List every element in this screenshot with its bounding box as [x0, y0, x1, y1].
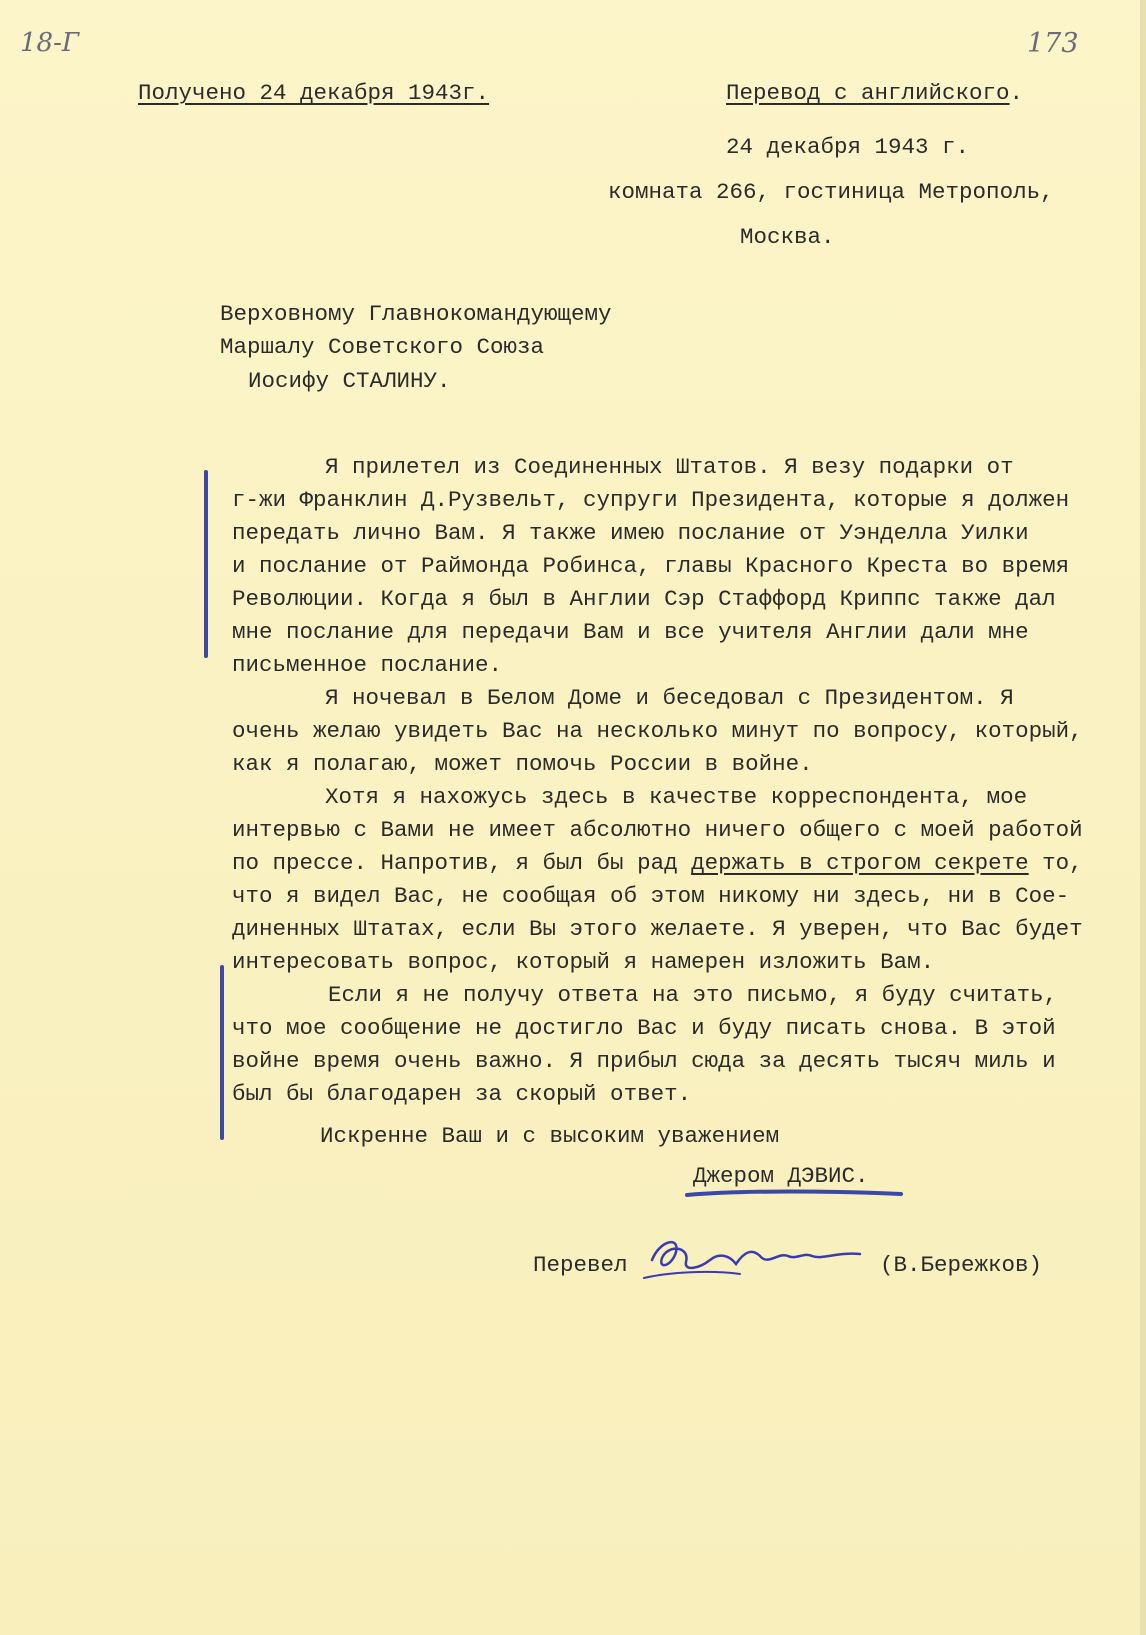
paragraph-2-line-2: очень желаю увидеть Вас на несколько минут по вопросу, который, [232, 718, 1083, 744]
address-line-1: комната 266, гостиница Метрополь, [608, 179, 1054, 205]
paragraph-3-line-3-start: по прессе. Напротив, я был бы рад [232, 850, 692, 876]
signer-name: Джером ДЭВИС. [693, 1163, 869, 1189]
paragraph-1-line-2: г-жи Франклин Д.Рузвельт, супруги Президента, которые я должен [232, 487, 1070, 513]
paragraph-2-line-3: как я полагаю, может помочь России в войне. [232, 751, 813, 777]
paragraph-2-line-1: Я ночевал в Белом Доме и беседовал с Президентом. Я [325, 685, 1014, 711]
paragraph-3-line-3-end: то, [1028, 850, 1083, 876]
translator-name: (В.Бережков) [880, 1252, 1043, 1278]
address-line-2: Москва. [740, 224, 835, 250]
paragraph-3-line-3 [232, 852, 1083, 875]
paragraph-4-line-4: был бы благодарен за скорый ответ. [232, 1081, 692, 1107]
paragraph-4-line-3: войне время очень важно. Я прибыл сюда за десять тысяч миль и [232, 1048, 1056, 1074]
closing-salutation: Искренне Ваш и с высоким уважением [320, 1123, 780, 1149]
paragraph-3-line-2: интервью с Вами не имеет абсолютно ничего общего с моей работой [232, 817, 1083, 843]
translation-note-text: Перевод с английского [726, 80, 1010, 106]
paragraph-3-line-1: Хотя я нахожусь здесь в качестве корреспондента, мое [325, 784, 1028, 810]
margin-pencil-mark-upper [204, 470, 208, 658]
paragraph-3-line-4: что я видел Вас, не сообщая об этом никому ни здесь, ни в Сое- [232, 883, 1070, 909]
recipient-line-3: Иосифу СТАЛИНУ. [248, 368, 451, 394]
underlined-phrase: держать в строгом секрете [691, 850, 1029, 876]
paragraph-1-line-3: передать лично Вам. Я также имею послание от Уэнделла Уилки [232, 520, 1029, 546]
paragraph-1-line-7: письменное послание. [232, 652, 503, 678]
paragraph-1-line-4: и послание от Раймонда Робинса, главы Красного Креста во время [232, 553, 1070, 579]
received-note: Получено 24 декабря 1943г. [138, 80, 490, 106]
translated-by-label: Перевел [533, 1252, 628, 1278]
paragraph-4-line-1: Если я не получу ответа на это письмо, я буду считать, [328, 982, 1058, 1008]
paragraph-1-line-1: Я прилетел из Соединенных Штатов. Я везу подарки от [325, 454, 1014, 480]
margin-pencil-mark-lower [220, 965, 224, 1140]
paragraph-3-line-5: диненных Штатах, если Вы этого желаете. Я уверен, что Вас будет [232, 916, 1083, 942]
archive-mark: 18-Г [20, 28, 80, 58]
recipient-line-1: Верховному Главнокомандующему [220, 301, 612, 327]
signer-underline [685, 1187, 905, 1201]
paragraph-3-line-6: интересовать вопрос, который я намерен изложить Вам. [232, 949, 935, 975]
recipient-line-2: Маршалу Советского Союза [220, 334, 545, 360]
translator-signature [640, 1222, 870, 1292]
paragraph-1-line-6: мне послание для передачи Вам и все учителя Англии дали мне [232, 619, 1029, 645]
translation-note: Перевод с английского. [726, 80, 1024, 106]
paragraph-4-line-2: что мое сообщение не достигло Вас и буду писать снова. В этой [232, 1015, 1056, 1041]
page-number: 173 [1027, 28, 1079, 59]
paragraph-1-line-5: Революции. Когда я был в Англии Сэр Стаффорд Криппс также дал [232, 586, 1056, 612]
letter-date: 24 декабря 1943 г. [726, 134, 970, 160]
